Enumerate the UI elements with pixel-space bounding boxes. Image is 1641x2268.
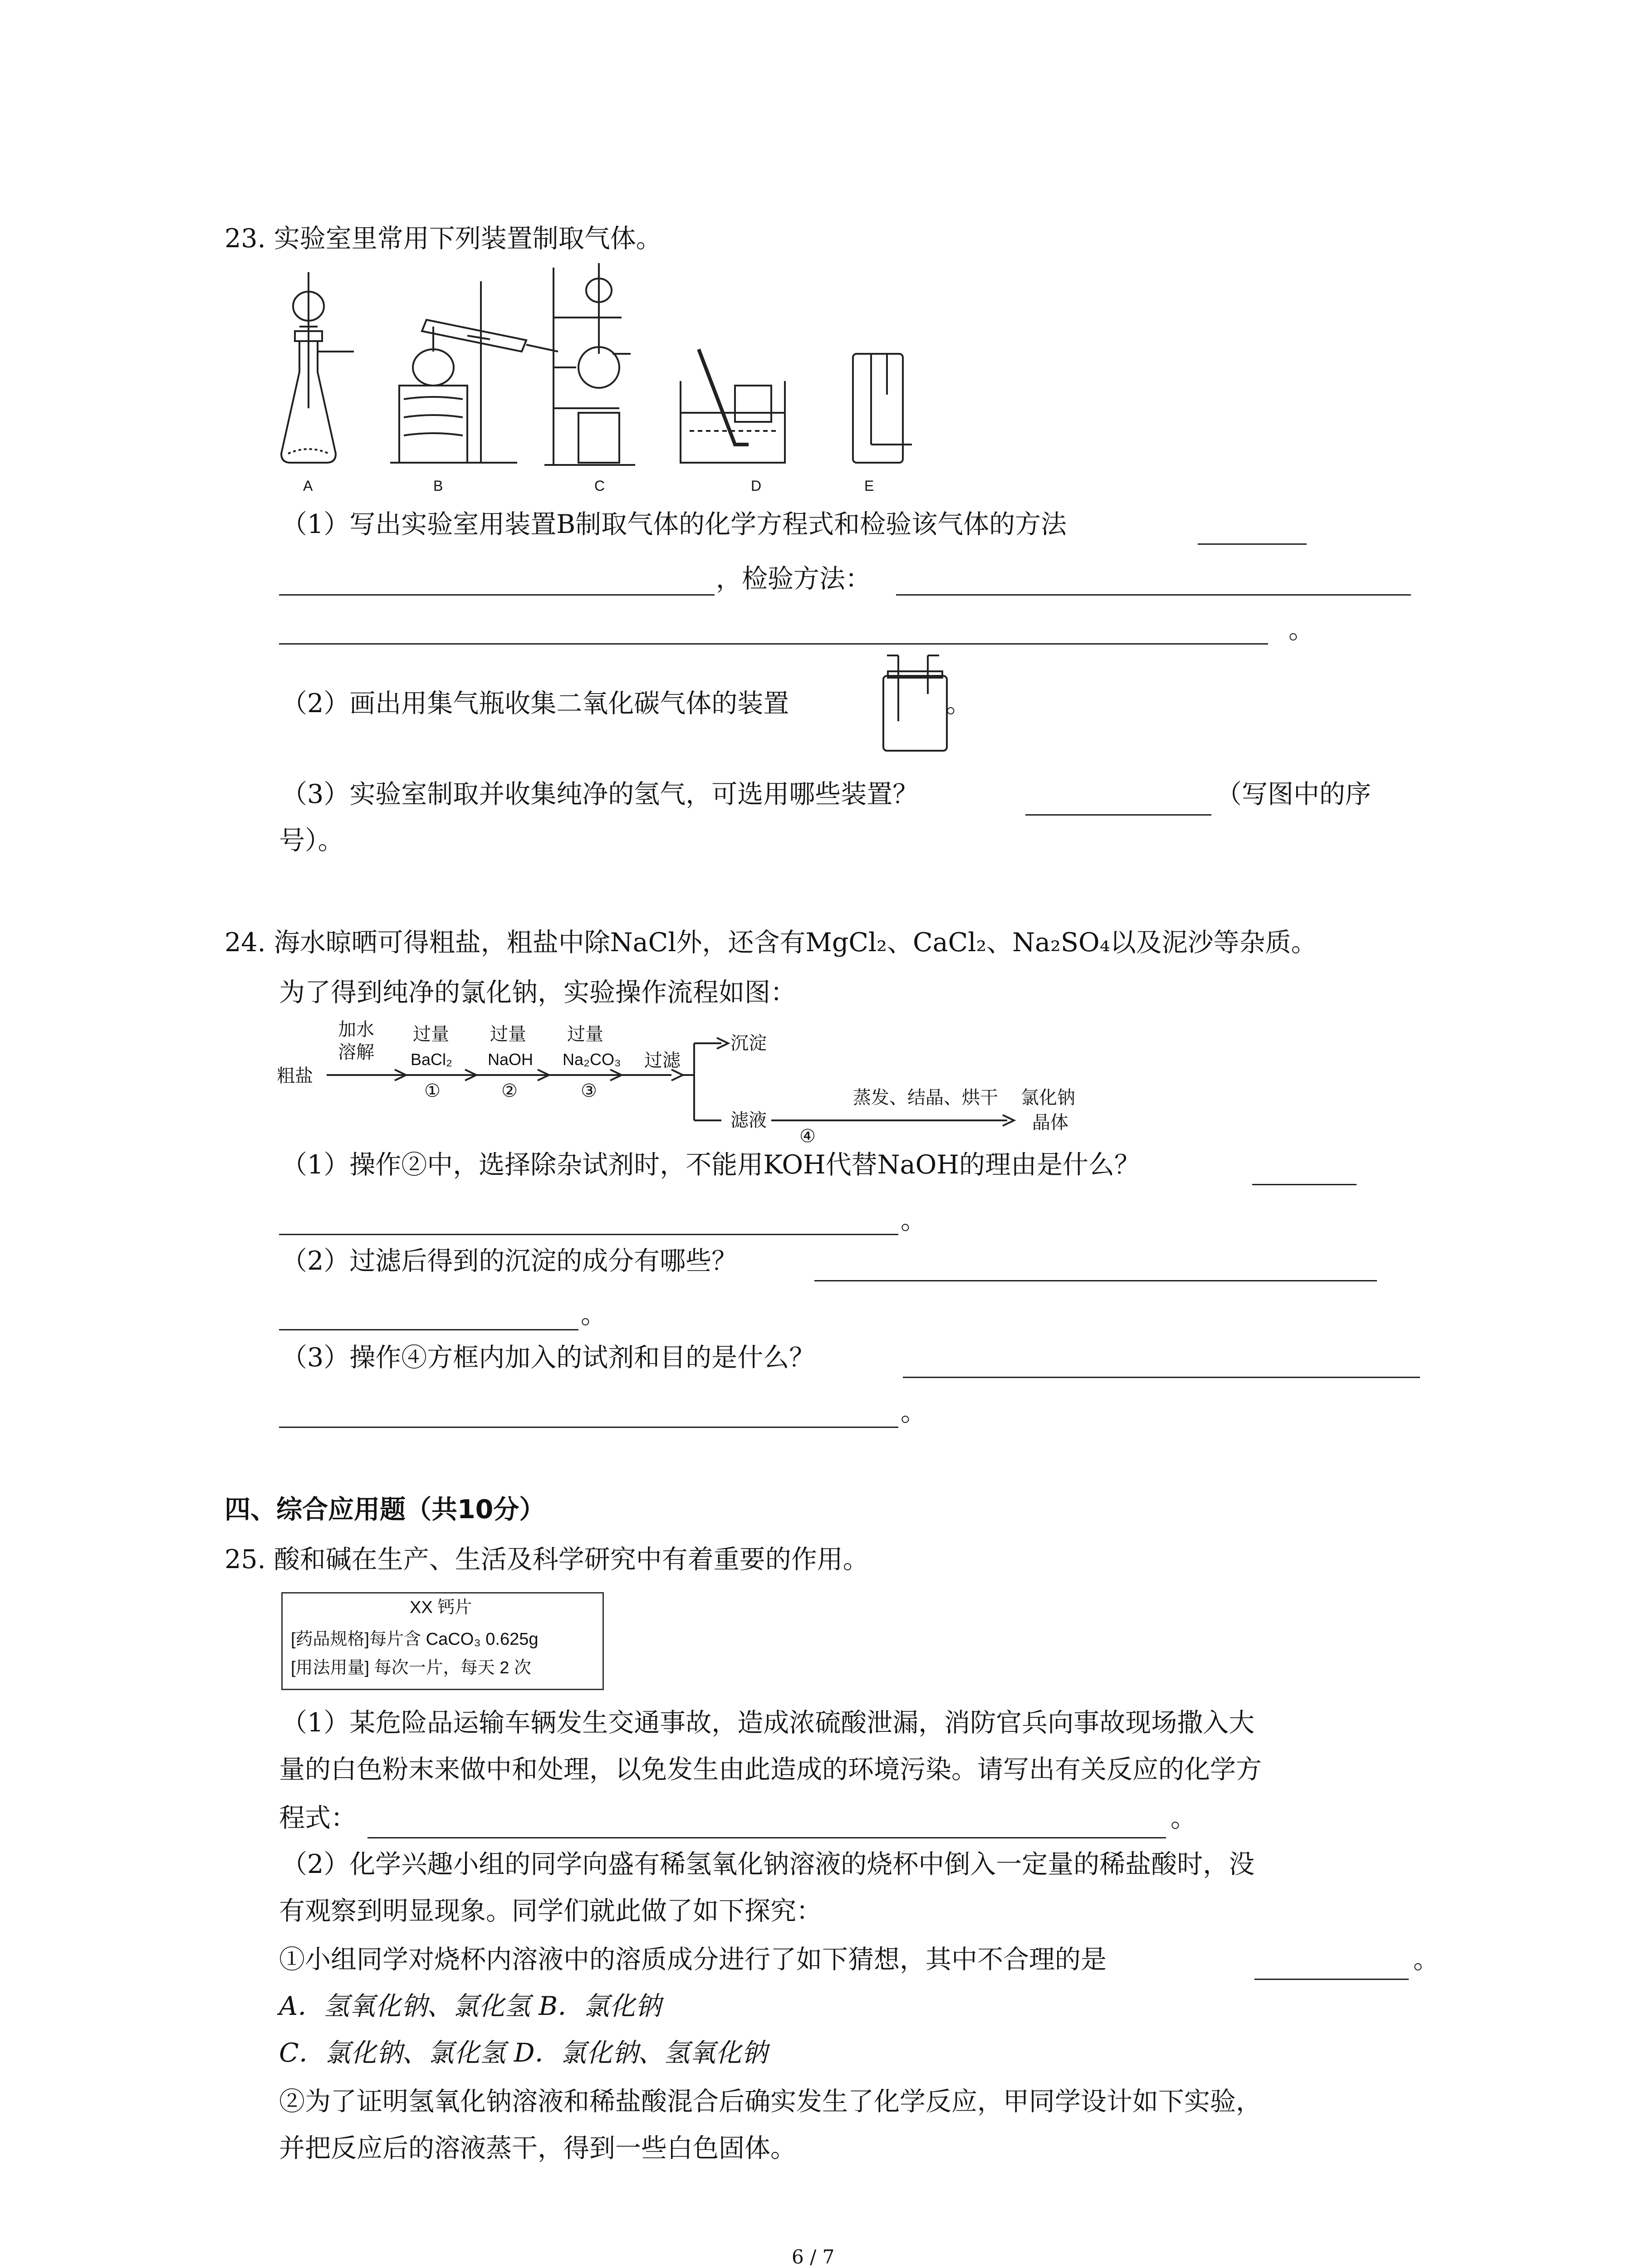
q25-conjecture-1: ①小组同学对烧杯内溶液中的溶质成分进行了如下猜想，其中不合理的是 (279, 1945, 1107, 1975)
flow-filtrate: 滤液 (730, 1110, 767, 1130)
apparatus-a (281, 272, 354, 463)
label-title: XX 钙片 (410, 1598, 472, 1617)
q24-stem-line2: 为了得到纯净的氯化钠，实验操作流程如图： (279, 978, 796, 1007)
q24-part3: （3）操作④方框内加入的试剂和目的是什么？ (281, 1343, 815, 1373)
q24-part2-end: 。 (581, 1300, 607, 1330)
apparatus-d (681, 349, 785, 463)
apparatus-label-d: D (751, 478, 762, 494)
q25-conjecture-1-end: 。 (1413, 1945, 1439, 1975)
flow-arrows (272, 1016, 1134, 1152)
gas-jar-icon (878, 653, 953, 753)
apparatus-c (544, 263, 635, 465)
label-line1: [药品规格]每片含 CaCO₃ 0.625g (291, 1630, 539, 1649)
flow-product2: 晶体 (1032, 1113, 1068, 1133)
apparatus-label-e: E (864, 478, 874, 494)
q25-part1-end: 。 (1171, 1803, 1196, 1833)
q23-part1-blank-c[interactable] (896, 594, 1411, 596)
label-line2: [用法用量] 每次一片，每天 2 次 (291, 1658, 531, 1677)
q25-options-ab: A．氢氧化钠、氯化氢 B．氯化钠 (279, 1991, 661, 2021)
flow-step0-top1: 加水 (338, 1020, 374, 1040)
q23-part1-blank-a[interactable] (1198, 543, 1307, 545)
q25-conjecture-2-line2: 并把反应后的溶液蒸干，得到一些白色固体。 (279, 2133, 796, 2163)
flow-start: 粗盐 (277, 1066, 313, 1086)
q25-part2-line1: （2）化学兴趣小组的同学向盛有稀氢氧化钠溶液的烧杯中倒入一定量的稀盐酸时，没 (281, 1849, 1255, 1879)
page-number: 6 / 7 (792, 2246, 835, 2268)
flow-step3-no: ③ (581, 1081, 597, 1101)
flow-step3-reagent: Na₂CO₃ (563, 1050, 621, 1069)
q25-part1-line3: 程式： (279, 1803, 357, 1833)
q25-part1-line2: 量的白色粉末来做中和处理，以免发生由此造成的环境污染。请写出有关反应的化学方 (279, 1755, 1262, 1784)
q23-part3-tail: （写图中的序 (1216, 779, 1371, 809)
flow-filter: 过滤 (644, 1051, 681, 1070)
q23-part1-line2: ，检验方法： (716, 564, 871, 594)
q23-part1-blank-b[interactable] (279, 594, 715, 596)
q23-stem: 23. 实验室里常用下列装置制取气体。 (225, 224, 662, 254)
q24-part1-end: 。 (901, 1205, 926, 1235)
flow-step3-top: 过量 (567, 1024, 603, 1044)
apparatus-label-a: A (303, 478, 313, 494)
apparatus-label-c: C (594, 478, 605, 494)
q25-stem: 25. 酸和碱在生产、生活及科学研究中有着重要的作用。 (225, 1545, 869, 1574)
q24-part3-blank-b[interactable] (279, 1427, 898, 1428)
q23-part2: （2）画出用集气瓶收集二氧化碳气体的装置 (281, 689, 789, 719)
q23-part3-line2: 号）。 (279, 826, 344, 855)
flow-evaporate: 蒸发、结晶、烘干 (853, 1088, 998, 1108)
q24-part2-blank-b[interactable] (279, 1329, 578, 1330)
q25-part1-blank[interactable] (367, 1837, 1166, 1838)
q24-part3-end: 。 (901, 1397, 926, 1427)
flow-step1-top: 过量 (413, 1024, 449, 1044)
q25-part1-line1: （1）某危险品运输车辆发生交通事故，造成浓硫酸泄漏，消防官兵向事故现场撒入大 (281, 1708, 1255, 1738)
q24-part1-blank-b[interactable] (279, 1234, 898, 1235)
q25-options-cd: C．氯化钠、氯化氢 D．氯化钠、氢氧化钠 (279, 2038, 768, 2068)
q23-part2-end: 。 (946, 689, 972, 719)
q23-part3-blank[interactable] (1025, 814, 1211, 816)
flow-step2-no: ② (501, 1081, 518, 1101)
flow-step0-top2: 溶解 (338, 1042, 374, 1062)
q25-conjecture-2-line1: ②为了证明氢氧化钠溶液和稀盐酸混合后确实发生了化学反应，甲同学设计如下实验， (279, 2087, 1262, 2116)
q25-part2-line2: 有观察到明显现象。同学们就此做了如下探究： (279, 1896, 822, 1926)
q24-stem-line1: 24. 海水晾晒可得粗盐，粗盐中除NaCl外，还含有MgCl₂、CaCl₂、Na₂SO₄以及泥沙等杂质。 (225, 928, 1317, 958)
flow-step2-reagent: NaOH (488, 1050, 534, 1069)
flow-step2-top: 过量 (490, 1024, 526, 1044)
apparatus-label-b: B (433, 478, 443, 494)
flow-product1: 氯化钠 (1021, 1088, 1075, 1108)
apparatus-figure (272, 263, 944, 503)
calcium-tablet-label (281, 1592, 604, 1690)
q23-part1-blank-d[interactable] (279, 643, 1268, 645)
section4-title: 四、综合应用题（共10分） (225, 1495, 545, 1525)
q24-part2-blank-a[interactable] (814, 1280, 1377, 1281)
q25-conjecture-blank[interactable] (1254, 1979, 1409, 1980)
flow-step1-reagent: BaCl₂ (411, 1050, 453, 1069)
flow-step1-no: ① (424, 1081, 441, 1101)
apparatus-b (390, 281, 558, 463)
q24-part1-blank-a[interactable] (1252, 1184, 1357, 1185)
q23-part3-line1: （3）实验室制取并收集纯净的氢气，可选用哪些装置？ (281, 779, 919, 809)
q24-part3-blank-a[interactable] (903, 1377, 1420, 1378)
q23-part1-line1: （1）写出实验室用装置B制取气体的化学方程式和检验该气体的方法 (281, 509, 1067, 539)
q24-part1: （1）操作②中，选择除杂试剂时，不能用KOH代替NaOH的理由是什么？ (281, 1150, 1141, 1180)
q23-part1-end: 。 (1288, 615, 1314, 645)
q24-part2: （2）过滤后得到的沉淀的成分有哪些？ (281, 1246, 738, 1276)
flow-precipitate: 沉淀 (730, 1033, 767, 1053)
apparatus-e (853, 354, 912, 463)
flow-step4-no: ④ (799, 1126, 816, 1146)
